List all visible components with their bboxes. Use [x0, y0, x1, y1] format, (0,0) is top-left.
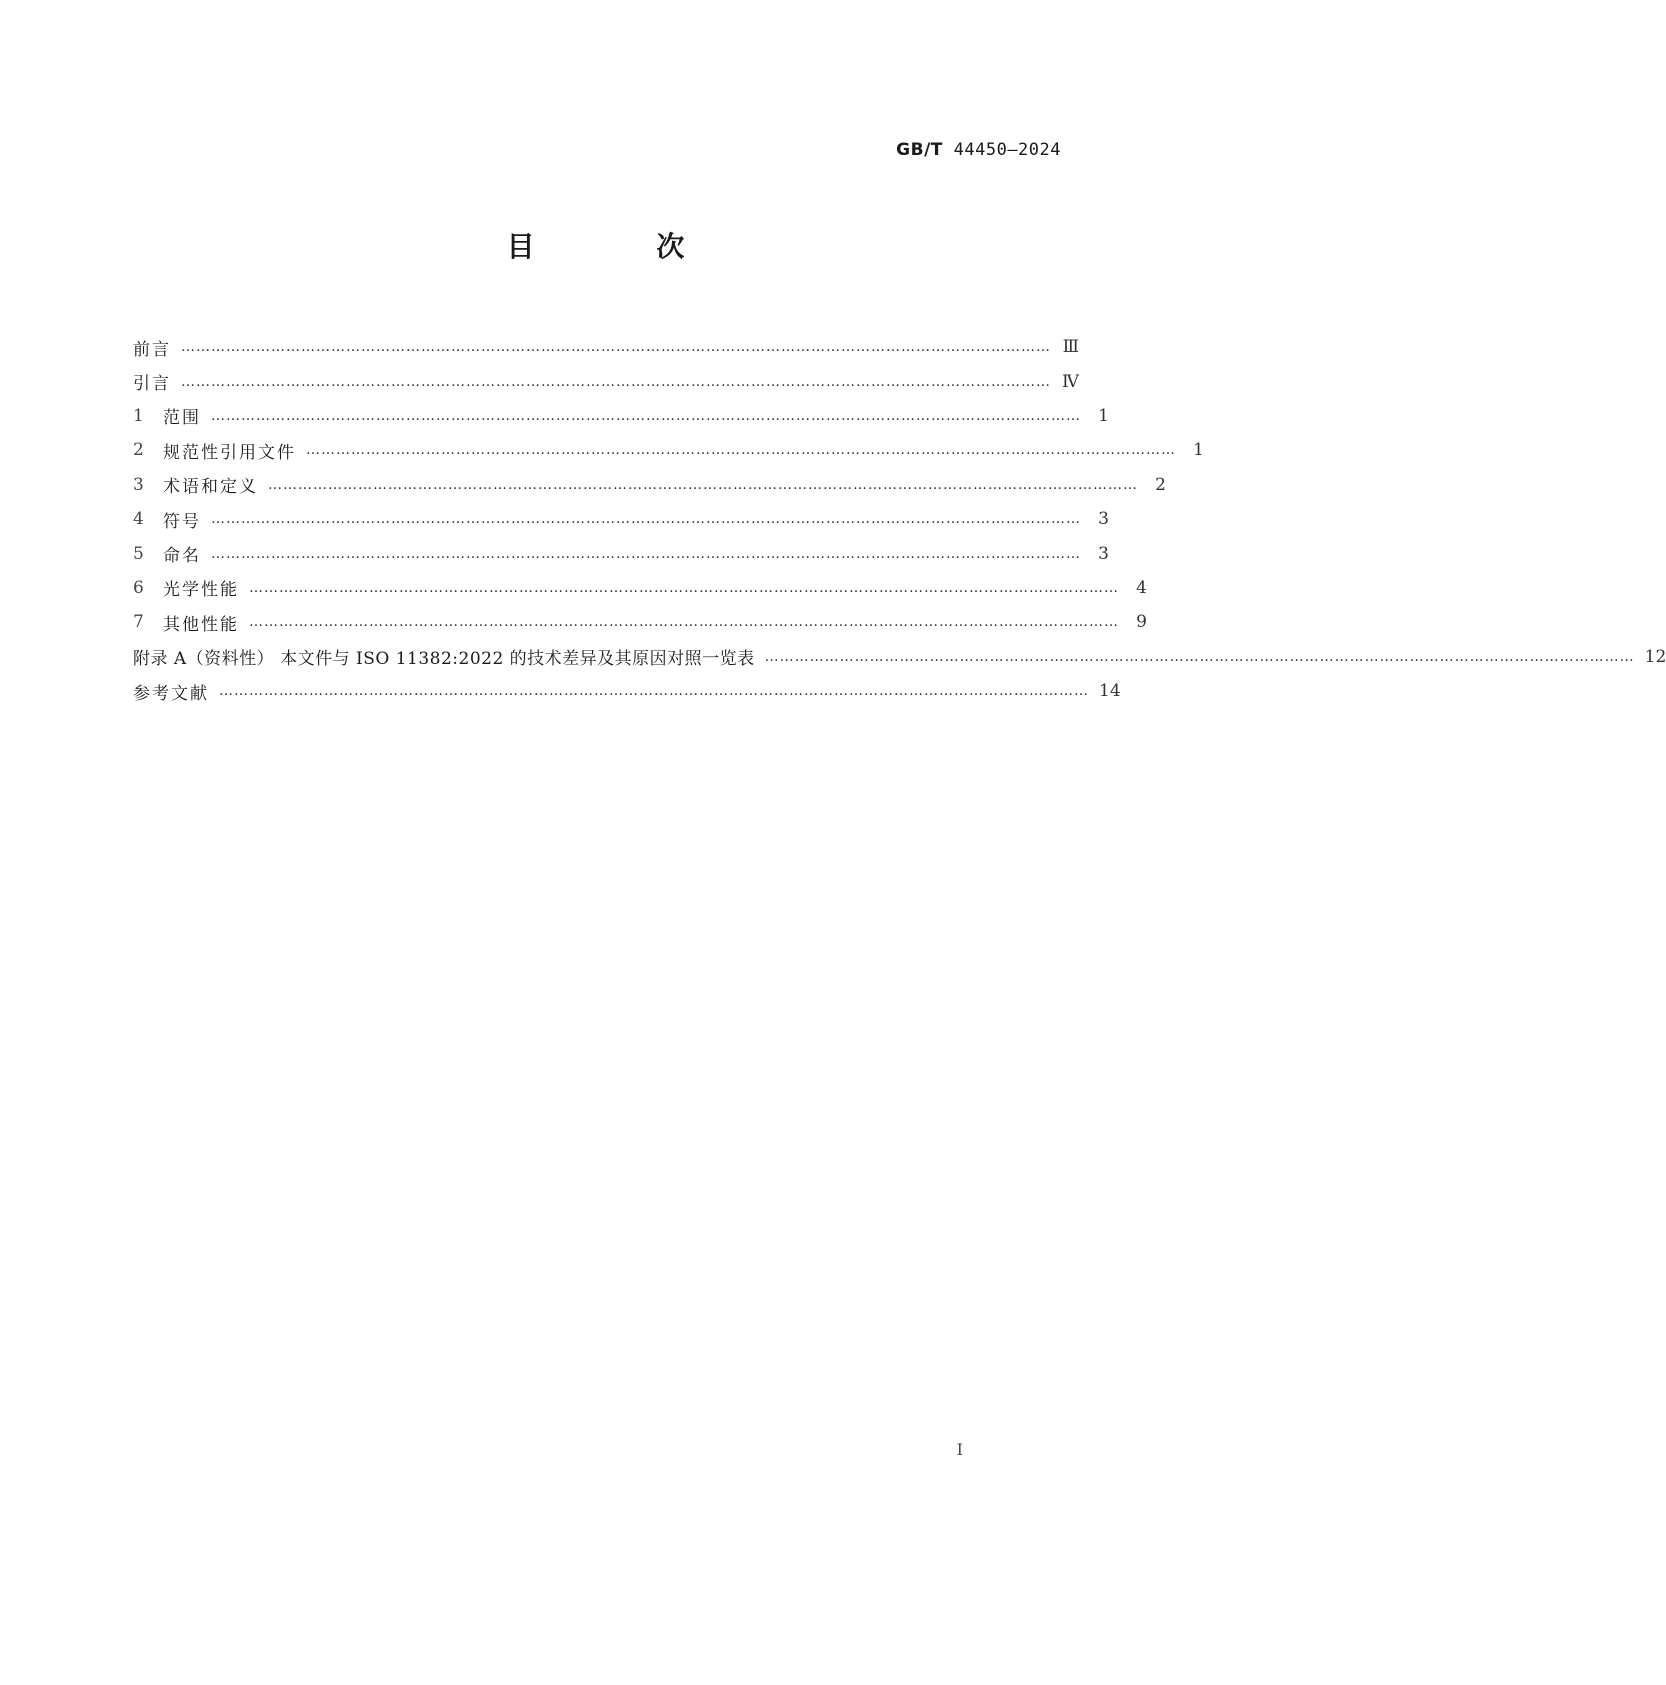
- toc-entry-page: Ⅲ: [1062, 337, 1079, 358]
- toc-entry-page: 1: [1098, 405, 1109, 426]
- toc-entry-normative-references[interactable]: [133, 433, 1204, 467]
- toc-entry-number: 3: [133, 474, 144, 495]
- toc-leader-dots: …………………………………………………………………………………………………………………………………………………………: [249, 614, 1119, 631]
- toc-entry-label: 术语和定义: [163, 477, 258, 498]
- toc-entry-number: 5: [133, 543, 144, 564]
- table-of-contents: [133, 330, 1666, 708]
- toc-entry-label: 其他性能: [163, 614, 239, 635]
- toc-entry-page: 4: [1136, 577, 1147, 598]
- toc-entry-label: 范围: [163, 408, 201, 429]
- toc-entry-other-performance[interactable]: [133, 605, 1147, 639]
- toc-leader-dots: …………………………………………………………………………………………………………………………………………………………: [181, 373, 1051, 390]
- toc-entry-page: 1: [1193, 440, 1204, 461]
- toc-entry-bibliography[interactable]: [133, 674, 1121, 708]
- toc-entry-page: 3: [1098, 543, 1109, 564]
- page-number: Ⅰ: [956, 1440, 963, 1459]
- toc-entry-page: 9: [1136, 612, 1147, 633]
- toc-entry-symbols[interactable]: [133, 502, 1109, 536]
- toc-entry-foreword[interactable]: [133, 330, 1079, 364]
- toc-entry-label: 符号: [163, 511, 201, 532]
- standard-code-number: 44450—2024: [953, 140, 1061, 160]
- toc-entry-number: 1: [133, 405, 144, 426]
- toc-entry-terms-definitions[interactable]: [133, 468, 1166, 502]
- toc-entry-label: 命名: [163, 546, 201, 567]
- toc-leader-dots: …………………………………………………………………………………………………………………………………………………………: [764, 648, 1635, 665]
- standard-code-prefix: GB/T: [896, 140, 943, 160]
- toc-entry-page: 2: [1155, 474, 1166, 495]
- toc-entry-number: 2: [133, 440, 144, 461]
- toc-entry-label: 附录 A（资料性） 本文件与 ISO 11382:2022 的技术差异及其原因对照一览表: [133, 649, 755, 670]
- toc-leader-dots: …………………………………………………………………………………………………………………………………………………………: [306, 442, 1176, 459]
- toc-entry-introduction[interactable]: [133, 364, 1079, 398]
- toc-entry-label: 前言: [133, 339, 171, 360]
- toc-leader-dots: …………………………………………………………………………………………………………………………………………………………: [219, 683, 1089, 700]
- toc-entry-page: 12: [1644, 646, 1666, 667]
- toc-entry-label: 规范性引用文件: [163, 442, 296, 463]
- toc-entry-number: 7: [133, 612, 144, 633]
- toc-entry-optical-performance[interactable]: [133, 571, 1147, 605]
- toc-entry-number: 4: [133, 509, 144, 530]
- toc-entry-page: 14: [1099, 681, 1121, 702]
- toc-leader-dots: …………………………………………………………………………………………………………………………………………………………: [211, 545, 1081, 562]
- toc-leader-dots: …………………………………………………………………………………………………………………………………………………………: [211, 511, 1081, 528]
- toc-entry-nomenclature[interactable]: [133, 536, 1109, 570]
- toc-entry-annex-a[interactable]: [133, 640, 1666, 674]
- standard-code: [896, 140, 1061, 160]
- toc-entry-page: 3: [1098, 509, 1109, 530]
- toc-entry-scope[interactable]: [133, 399, 1109, 433]
- toc-leader-dots: …………………………………………………………………………………………………………………………………………………………: [249, 579, 1119, 596]
- toc-leader-dots: …………………………………………………………………………………………………………………………………………………………: [181, 339, 1051, 356]
- toc-entry-label: 引言: [133, 374, 171, 395]
- toc-entry-label: 参考文献: [133, 683, 209, 704]
- toc-leader-dots: …………………………………………………………………………………………………………………………………………………………: [268, 476, 1138, 493]
- toc-leader-dots: …………………………………………………………………………………………………………………………………………………………: [211, 407, 1081, 424]
- toc-entry-label: 光学性能: [163, 580, 239, 601]
- page-title: 目 次: [506, 230, 741, 263]
- toc-entry-page: Ⅳ: [1062, 371, 1079, 392]
- toc-entry-number: 6: [133, 577, 144, 598]
